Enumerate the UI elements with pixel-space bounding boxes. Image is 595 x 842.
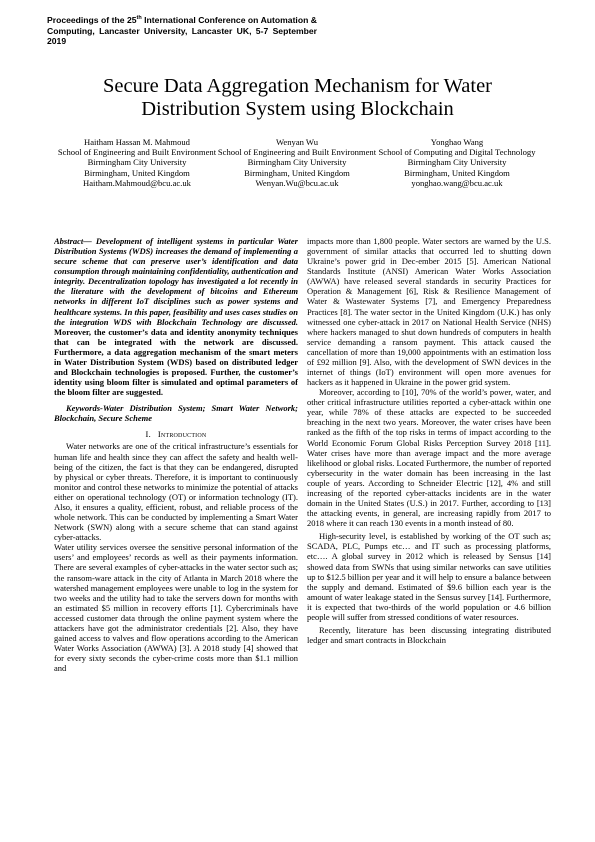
author-location: Birmingham, United Kingdom <box>244 167 350 178</box>
section-number: I. <box>145 429 151 440</box>
author-name: Yonghao Wang <box>430 137 484 147</box>
left-column <box>54 236 298 832</box>
paragraph: impacts more than 1,800 people. Water sectors are warned by the U.S. government of similar attacks that occurred led to shutting down Ukraine’s power grid in Dec-ember 2015 [5]. American National Standards Institute (ANSI) American Water Works Association (AWWA) have released several standards in security Practices for Operation & Management [6], Risk & Resilience Management of Water & Wastewater Systems [7], and Emergency Preparedness Practices [8]. The water sector in the United Kingdom (U.K.) has only witnessed one cyber-attack in 2017 on National Health Service (NHS) where hackers managed to shut down hundreds of computers in health service demanding a ransom payment. This attack caused the cancellation of more than 19,000 appointments with an estimation loss of £92 million [9]. Also, with the development of SWN devices in the internet of things (IoT) environment will open more avenues for hackers as it happened in Ukraine in the power grid system. <box>307 236 551 388</box>
author-university: Birmingham City University <box>87 157 187 168</box>
paragraph: High-security level, is established by working of the OT such as; SCADA, PLC, Pumps etc… and IT such as processing platforms, etc…. A global survey in 2012 which is released by Sensus [14] showed data from SWNs that using similar networks can save utilities up to $12.5 billion per year and it will help to ensure a balance between the supply and demand. Estimated of $9.6 billion each year is the amount of water leakage stated in the Sensus survey [14]. Furthermore, it is expected that two-thirds of the world population or 4.6 billion people will suffer from stressed conditions of water resources. <box>307 531 551 622</box>
header-line1-pre: Proceedings of the 25 <box>47 15 137 25</box>
conference-header <box>47 15 317 47</box>
paragraph: Water utility services oversee the sensitive personal information of the users’ and employees’ records as well as their payments information. There are several examples of cyber-attacks in the water sector such as; the ransom-ware attack in the city of Atlanta in March 2018 where the watershed management employees were unable to log in the system for two weeks and the utility had to take the servers down for months with an estimated $5 million in recovery efforts [1]. Cybercriminals have accessed customer data through the online payment system where the attackers have got the administrator credentials [2]. Also, they have gained access to valves and flow operations according to the American Water Works Association (AWWA) [3]. A 2018 study [4] showed that for every sixty seconds the cyber-crime costs more than $1.1 million and <box>54 542 298 674</box>
abstract <box>54 236 298 397</box>
author-university: Birmingham City University <box>407 157 507 168</box>
author-block-2 <box>212 137 382 188</box>
author-university: Birmingham City University <box>247 157 347 168</box>
header-line1-post: International Conference on <box>141 15 259 25</box>
author-email: Haitham.Mahmoud@bcu.ac.uk <box>83 177 191 188</box>
author-location: Birmingham, United Kingdom <box>404 167 510 178</box>
author-location: Birmingham, United Kingdom <box>84 167 190 178</box>
title-line2: Distribution System using Blockchain <box>141 98 454 120</box>
author-block-1 <box>52 137 222 188</box>
right-column <box>307 236 551 832</box>
author-email: yonghao.wang@bcu.ac.uk <box>411 177 503 188</box>
section-title: Introduction <box>157 429 207 440</box>
abstract-lead: Abstract— Development of intelligent systems in particular Water Distribution Systems (WDS) increases the demand of implementing a secure scheme that can preserve user’s identification and data consumption through maintaining confidentiality, authentication and integrity. Decentralization topology has investigated a lot recently in the literature with the development of bitcoins and Ethereum networks in different IoT disciplines such as power systems and healthcare systems. In this paper, feasibility and uses cases studies on the integration WDS with Blockchain Technology are discussed. <box>54 236 298 327</box>
author-school: School of Engineering and Built Environment <box>217 147 377 158</box>
header-line3: Lancaster UK, 5-7 September 2019 <box>47 25 317 47</box>
author-name: Wenyan Wu <box>276 137 318 147</box>
paragraph: Moreover, according to [10], 70% of the world’s power, water, and other critical infrastructure utilities reported a cyber-attack within one year, while 78% of these attacks are expected to be succeeded breaching in the next two years. Moreover, the water crises have been ranked as the fifth of the top risks in terms of impact according to the World Economic Forum Global Risks Perception Survey 2018 [11]. Water crises have more than average impact and the more average likelihood or global risks. Located Furthermore, the number of reported cybersecurity in the water domain has been increasing in the last couple of years. According to Schneider Electric [12], 4% and still increasing of the reported cyber-attacks incidents are in the water domain in the United States (U.S.) in 2017. Further, according to [13] the attacking events, in general, are increasing rapidly from 2017 to 2018 where it can reach 130 events in a month instead of 80. <box>307 387 551 529</box>
paper-title <box>40 75 555 121</box>
paragraph: Recently, literature has been discussing integrating distributed ledger and smart contracts in Blockchain <box>307 624 551 646</box>
author-school: School of Computing and Digital Technology <box>378 147 536 158</box>
author-block-3 <box>372 137 542 188</box>
paragraph: Water networks are one of the critical infrastructure’s essentials for human life and health since they can affect the safety and health well-being of the citizen, the fact is that they can be endangered, disrupted by physical or cyber threats. Therefore, it is important to continuously monitor and control these networks to minimize the potential of attacks either on operational technology (OT) or information technology (IT). Also, it ensures a quality, efficient, robust, and reliable process of the whole network. This can be conducted by implementing a Smart Water Network (SWN) along with a secure scheme that can stand against cyber-attacks. <box>54 441 298 543</box>
author-school: School of Engineering and Built Environment <box>57 147 217 158</box>
keywords: Keywords-Water Distribution System; Smart Water Network; Blockchain, Secure Scheme <box>54 403 298 424</box>
header-superscript: th <box>136 15 142 22</box>
title-line1: Secure Data Aggregation Mechanism for Water <box>102 75 493 97</box>
section-heading-introduction <box>54 429 298 439</box>
author-name: Haitham Hassan M. Mahmoud <box>84 137 190 147</box>
header-line2: Automation & Computing, Lancaster University, <box>47 15 317 36</box>
abstract-body: Moreover, the customer’s data and identity anonymity techniques that can be integrated with the network are discussed. Furthermore, a data aggregation mechanism of the smart meters in Water Distribution System (WDS) based on distributed ledger and Blockchain technologies is proposed. Further, the customer’s identity using bloom filter is simulated and optimal parameters of the bloom filter are suggested. <box>54 326 298 398</box>
author-email: Wenyan.Wu@bcu.ac.uk <box>255 177 339 188</box>
